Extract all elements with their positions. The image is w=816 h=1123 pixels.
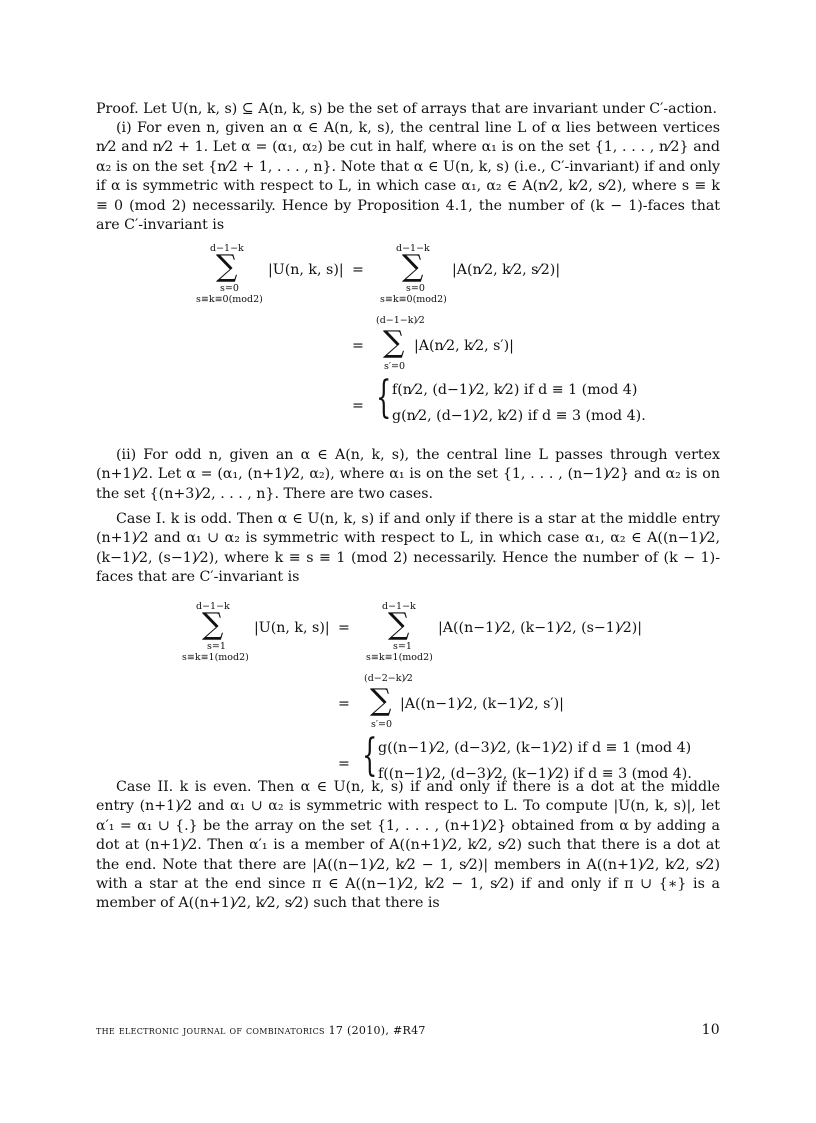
eq1-rhs2: |A(n⁄2, k⁄2, s′)| [414, 338, 514, 354]
case-one-paragraph: Case I. k is odd. Then α ∈ U(n, k, s) if and only if there is a star at the middle entry (n+1)⁄2 and α₁ ∪ α₂ is symmetric with respect to L, in which case α₁, α₂ ∈ A((n−1)⁄2, (k−1)⁄2, (s−1)⁄2), where k ≡ s ≡ 1 (mod 2) necessarily. Hence the number of (k − 1)-faces that are C′-invariant is [96, 511, 720, 586]
sum2-upper: d−1−k [396, 243, 430, 254]
page-number: 10 [701, 1022, 720, 1038]
sum1-lower1: s=0 [220, 283, 239, 294]
case-odd-paragraph: (ii) For odd n, given an α ∈ A(n, k, s), the central line L passes through vertex (n+1)⁄2. Let α = (α₁, (n+1)⁄2, α₂), where α₁ is on the set {1, . . . , (n−1)⁄2} and α₂ is on the set {(n+3)⁄2, . . . , n}. There are two cases. [96, 447, 720, 502]
eq2-sum3-symbol: ∑ [370, 683, 392, 718]
eq2-sum1-lower1: s=1 [207, 641, 226, 652]
eq1-case2: g(n⁄2, (d−1)⁄2, k⁄2) if d ≡ 3 (mod 4). [392, 408, 646, 424]
sum3-symbol: ∑ [383, 325, 405, 360]
eq2-equals-3: = [338, 756, 350, 772]
eq1-lhs: |U(n, k, s)| [268, 262, 344, 278]
proof-intro: Proof. Let U(n, k, s) ⊆ A(n, k, s) be the set of arrays that are invariant under C′-action. [96, 101, 717, 117]
eq2-equals-1: = [338, 620, 350, 636]
eq1-rhs1: |A(n⁄2, k⁄2, s⁄2)| [452, 262, 561, 278]
eq2-sum3-upper: (d−2−k)⁄2 [364, 673, 413, 684]
case-two-paragraph: Case II. k is even. Then α ∈ U(n, k, s) if and only if there is a dot at the middle entry (n+1)⁄2 and α₁ ∪ α₂ is symmetric with respect to L. To compute |U(n, k, s)|, let α′₁ = α₁ ∪ {.} be the array on the set {1, . . . , (n+1)⁄2} obtained from α by adding a dot at (n+1)⁄2. Then α′₁ is a member of A((n+1)⁄2, k⁄2, s⁄2) such that there is a dot at the end. Note that there are |A((n−1)⁄2, k⁄2 − 1, s⁄2)| members in A((n+1)⁄2, k⁄2, s⁄2) with a star at the end since π ∈ A((n−1)⁄2, k⁄2 − 1, s⁄2) if and only if π ∪ {∗} is a member of A((n+1)⁄2, k⁄2, s⁄2) such that there is [96, 779, 720, 912]
eq2-equals-2: = [338, 696, 350, 712]
eq2-sum2-upper: d−1−k [382, 601, 416, 612]
sum2-lower2: s≡k≡0(mod2) [380, 294, 447, 305]
eq2-case1: g((n−1)⁄2, (d−3)⁄2, (k−1)⁄2) if d ≡ 1 (mod 4) [378, 740, 692, 756]
eq2-sum2-lower2: s≡k≡1(mod2) [366, 652, 433, 663]
eq1-equals-2: = [352, 338, 364, 354]
eq1-case-brace: { [376, 372, 392, 423]
sum1-symbol: ∑ [216, 249, 238, 284]
eq2-sum2-symbol: ∑ [388, 607, 410, 642]
sum1-upper: d−1−k [210, 243, 244, 254]
eq1-equals-1: = [352, 262, 364, 278]
sum1-lower2: s≡k≡0(mod2) [196, 294, 263, 305]
eq2-case-brace: { [362, 730, 378, 781]
eq2-sum1-upper: d−1−k [196, 601, 230, 612]
eq2-sum3-lower: s′=0 [371, 719, 393, 730]
eq2-rhs1: |A((n−1)⁄2, (k−1)⁄2, (s−1)⁄2)| [438, 620, 643, 636]
case-even-paragraph: (i) For even n, given an α ∈ A(n, k, s), the central line L of α lies between vertices n⁄2 and n⁄2 + 1. Let α = (α₁, α₂) be cut in half, where α₁ is on the set {1, . . . , n⁄2} and α₂ is on the set {n⁄2 + 1, . . . , n}. Note that α ∈ U(n, k, s) (i.e., C′-invariant) if and only if α is symmetric with respect to L, in which case α₁, α₂ ∈ A(n⁄2, k⁄2, s⁄2), where s ≡ k ≡ 0 (mod 2) necessarily. Hence by Proposition 4.1, the number of (k − 1)-faces that are C′-invariant is [96, 120, 720, 234]
sum2-lower1: s=0 [406, 283, 425, 294]
eq2-rhs2: |A((n−1)⁄2, (k−1)⁄2, s′)| [400, 696, 564, 712]
sum3-lower: s′=0 [384, 361, 406, 372]
eq2-lhs: |U(n, k, s)| [254, 620, 330, 636]
eq1-equals-3: = [352, 398, 364, 414]
eq2-sum2-lower1: s=1 [393, 641, 412, 652]
sum2-symbol: ∑ [402, 249, 424, 284]
eq2-sum1-symbol: ∑ [202, 607, 224, 642]
eq2-sum1-lower2: s≡k≡1(mod2) [182, 652, 249, 663]
sum3-upper: (d−1−k)⁄2 [376, 315, 425, 326]
eq1-case1: f(n⁄2, (d−1)⁄2, k⁄2) if d ≡ 1 (mod 4) [392, 382, 638, 398]
eq2-case2: f((n−1)⁄2, (d−3)⁄2, (k−1)⁄2) if d ≡ 3 (mod 4). [378, 766, 692, 782]
journal-citation: the electronic journal of combinatorics 17 (2010), #R47 [96, 1024, 426, 1037]
